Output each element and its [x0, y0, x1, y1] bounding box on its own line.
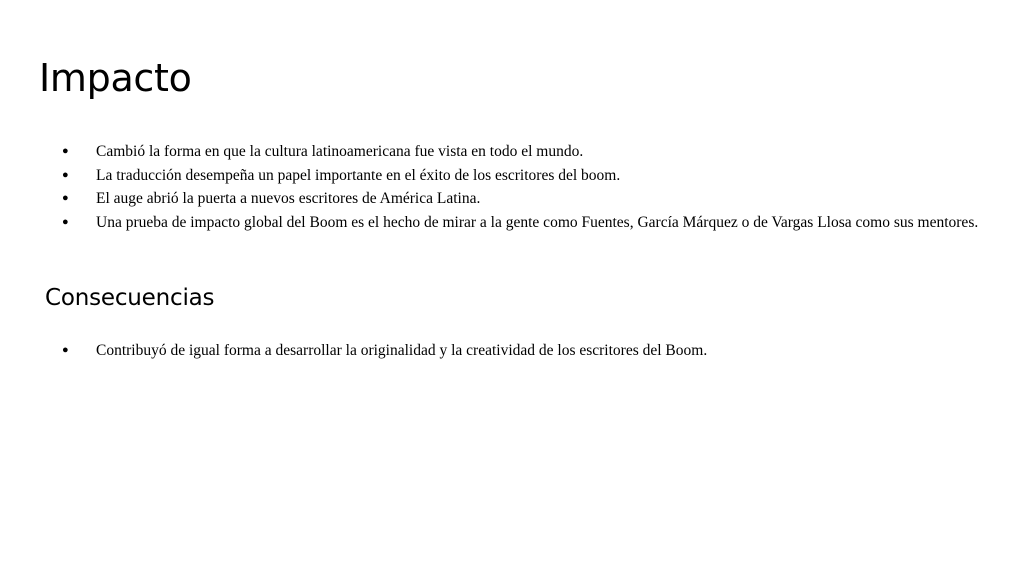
list-item-text: El auge abrió la puerta a nuevos escritores de América Latina.: [96, 190, 481, 208]
list-item: [62, 187, 987, 211]
list-item: [62, 211, 987, 235]
list-item-text: Una prueba de impacto global del Boom es el hecho de mirar a la gente como Fuentes, García Márquez o de Vargas Llosa como sus mentores.: [96, 213, 979, 231]
impacto-list: [62, 140, 987, 234]
bullet-icon: ●: [62, 215, 69, 228]
bullet-icon: ●: [62, 145, 69, 157]
bullet-icon: ●: [62, 192, 69, 205]
list-item: [62, 164, 987, 188]
bullet-icon: ●: [62, 168, 69, 181]
section-heading: Consecuencias: [45, 285, 215, 311]
list-item: [62, 140, 987, 164]
list-item-text: Cambió la forma en que la cultura latinoamericana fue vista en todo el mundo.: [96, 143, 584, 160]
list-item: [62, 339, 987, 363]
bullet-icon: ●: [62, 344, 69, 356]
consecuencias-list: [62, 339, 987, 363]
list-item-text: Contribuyó de igual forma a desarrollar la originalidad y la creatividad de los escritores del Boom.: [96, 342, 708, 359]
slide-title: Impacto: [39, 56, 192, 100]
list-item-text: La traducción desempeña un papel importante en el éxito de los escritores del boom.: [96, 166, 621, 184]
